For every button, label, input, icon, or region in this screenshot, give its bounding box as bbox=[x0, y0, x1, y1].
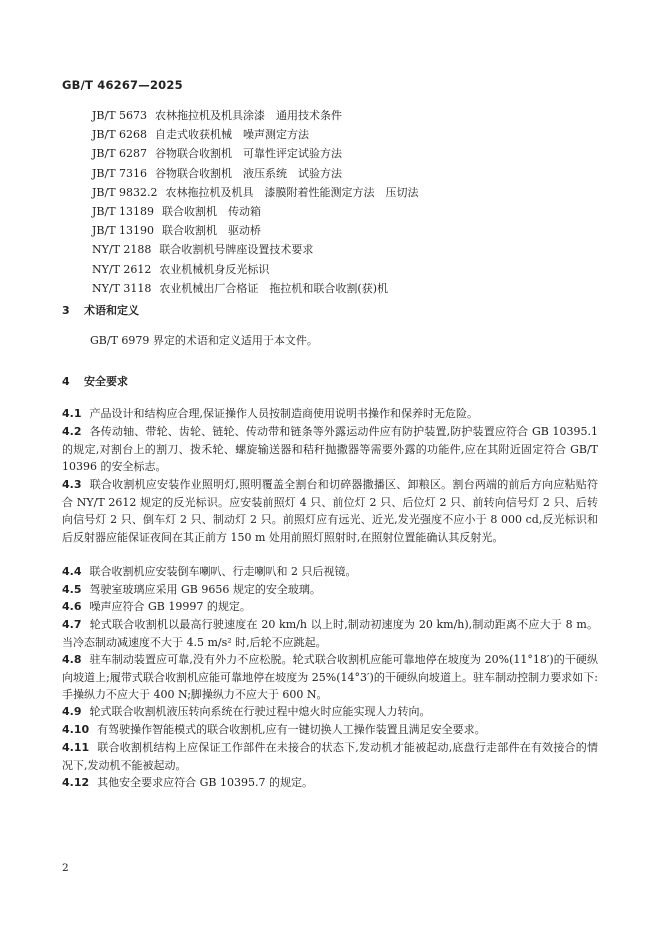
section-title: 术语和定义 bbox=[84, 304, 139, 317]
clause-number: 4.10 bbox=[62, 723, 90, 736]
clause-4-3 bbox=[62, 476, 598, 546]
clause-number: 4.1 bbox=[62, 407, 82, 420]
page-number: 2 bbox=[62, 862, 69, 874]
clause-4-11 bbox=[62, 739, 598, 774]
clause-text: 各传动轴、带轮、齿轮、链轮、传动带和链条等外露运动件应有防护装置,防护装置应符合 GB 10395.1 的规定,对割台上的割刀、拨禾轮、螺旋输送器和秸秆抛撒器等需要外露的功能件,应在其附近固定符合 GB/T 10396 的安全标志。 bbox=[62, 425, 598, 473]
clause-4-4 bbox=[62, 563, 598, 581]
reference-code: JB/T 13189 bbox=[92, 204, 155, 218]
clause-text: 联合收割机应安装作业照明灯,照明覆盖全割台和切碎器撒播区、卸粮区。割台两端的前后方向应粘贴符合 NY/T 2612 规定的反光标识。应安装前照灯 4 只、前位灯 2 只、后位灯 2 只、前转向信号灯 2 只、后转向信号灯 2 只、倒车灯 2 只、制动灯 2 只。前照灯应有远光、近光,发光强度不应小于 8 000 cd,反光标识和后反射器应能保证夜间在其正前方 150 m 处用前照灯照射时,在照射位置能确认其反射光。 bbox=[62, 478, 598, 544]
reference-title: 农林拖拉机及机具 漆膜附着性能测定方法 压切法 bbox=[165, 185, 419, 199]
reference-code: JB/T 7316 bbox=[92, 166, 148, 180]
clause-4-10 bbox=[62, 721, 598, 739]
reference-item bbox=[92, 125, 612, 144]
reference-item bbox=[92, 260, 612, 279]
clause-4-1 bbox=[62, 405, 598, 423]
reference-item bbox=[92, 106, 612, 125]
reference-item bbox=[92, 202, 612, 221]
reference-item bbox=[92, 279, 612, 298]
section-3-heading bbox=[62, 302, 139, 318]
reference-item bbox=[92, 164, 612, 183]
clause-number: 4.2 bbox=[62, 425, 82, 438]
clause-4-6 bbox=[62, 598, 598, 616]
clause-text: 驻车制动装置应可靠,没有外力不应松脱。轮式联合收割机应能可靠地停在坡度为 20%(11°18′)的干硬纵向坡道上;履带式联合收割机应能可靠地停在坡度为 25%(14°3′)的干硬纵向坡道上。驻车制动控制力要求如下:手操纵力不应大于 400 N;脚操纵力不应大于 600 N。 bbox=[62, 653, 598, 701]
clause-text: 轮式联合收割机液压转向系统在行驶过程中熄火时应能实现人力转向。 bbox=[89, 705, 431, 718]
section-title: 安全要求 bbox=[84, 375, 128, 388]
reference-title: 联合收割机号牌座设置技术要求 bbox=[159, 243, 314, 257]
clause-number: 4.11 bbox=[62, 741, 90, 754]
reference-item bbox=[92, 144, 612, 163]
clause-text: 轮式联合收割机以最高行驶速度在 20 km/h 以上时,制动初速度为 20 km/h),制动距离不应大于 8 m。当冷态制动减速度不大于 4.5 m/s² 时,后轮不应跳起。 bbox=[62, 618, 598, 649]
normative-references-list bbox=[92, 106, 612, 298]
reference-code: JB/T 9832.2 bbox=[92, 185, 158, 199]
reference-item bbox=[92, 240, 612, 259]
clause-number: 4.3 bbox=[62, 478, 82, 491]
reference-code: JB/T 13190 bbox=[92, 224, 155, 238]
reference-code: NY/T 3118 bbox=[92, 281, 152, 295]
clause-text: 联合收割机应安装倒车喇叭、行走喇叭和 2 只后视镜。 bbox=[89, 565, 357, 578]
standard-number: GB/T 46267—2025 bbox=[62, 78, 183, 92]
reference-code: NY/T 2188 bbox=[92, 243, 152, 257]
clause-number: 4.4 bbox=[62, 565, 82, 578]
section-3-text: GB/T 6979 界定的术语和定义适用于本文件。 bbox=[90, 334, 318, 347]
reference-code: JB/T 6287 bbox=[92, 147, 148, 161]
reference-title: 自走式收获机械 噪声测定方法 bbox=[155, 128, 310, 142]
clause-text: 驾驶室玻璃应采用 GB 9656 规定的安全玻璃。 bbox=[89, 583, 321, 596]
section-4-heading bbox=[62, 373, 128, 389]
reference-title: 农业机械出厂合格证 拖拉机和联合收割(获)机 bbox=[159, 281, 389, 295]
clause-number: 4.5 bbox=[62, 583, 82, 596]
reference-item bbox=[92, 183, 612, 202]
clause-4-7 bbox=[62, 616, 598, 651]
clause-4-2 bbox=[62, 423, 598, 476]
reference-title: 联合收割机 传动箱 bbox=[162, 204, 262, 218]
clause-text: 有驾驶操作智能模式的联合收割机,应有一键切换人工操作装置且满足安全要求。 bbox=[97, 723, 486, 736]
clause-number: 4.8 bbox=[62, 653, 82, 666]
clause-text: 联合收割机结构上应保证工作部件在未接合的状态下,发动机才能被起动,底盘行走部件在有效接合的情况下,发动机不能被起动。 bbox=[62, 741, 598, 772]
clause-4-9 bbox=[62, 703, 598, 721]
clause-text: 其他安全要求应符合 GB 10395.7 的规定。 bbox=[97, 776, 313, 789]
reference-title: 谷物联合收割机 可靠性评定试验方法 bbox=[155, 147, 343, 161]
section-number: 4 bbox=[62, 375, 70, 388]
section-number: 3 bbox=[62, 304, 70, 317]
clause-number: 4.9 bbox=[62, 705, 82, 718]
reference-title: 农林拖拉机及机具涂漆 通用技术条件 bbox=[155, 109, 343, 122]
reference-title: 联合收割机 驱动桥 bbox=[162, 224, 262, 238]
clause-number: 4.7 bbox=[62, 618, 82, 631]
reference-code: JB/T 6268 bbox=[92, 128, 148, 142]
clause-4-8 bbox=[62, 651, 598, 704]
clause-text: 噪声应符合 GB 19997 的规定。 bbox=[89, 600, 251, 613]
clause-4-12 bbox=[62, 774, 598, 792]
clause-text: 产品设计和结构应合理,保证操作人员按制造商使用说明书操作和保养时无危险。 bbox=[89, 407, 478, 420]
reference-title: 谷物联合收割机 液压系统 试验方法 bbox=[155, 166, 343, 180]
reference-code: JB/T 5673 bbox=[92, 109, 148, 122]
clause-number: 4.12 bbox=[62, 776, 90, 789]
clause-number: 4.6 bbox=[62, 600, 82, 613]
reference-item bbox=[92, 221, 612, 240]
reference-code: NY/T 2612 bbox=[92, 262, 152, 276]
clause-4-5 bbox=[62, 581, 598, 599]
reference-title: 农业机械机身反光标识 bbox=[159, 262, 270, 276]
